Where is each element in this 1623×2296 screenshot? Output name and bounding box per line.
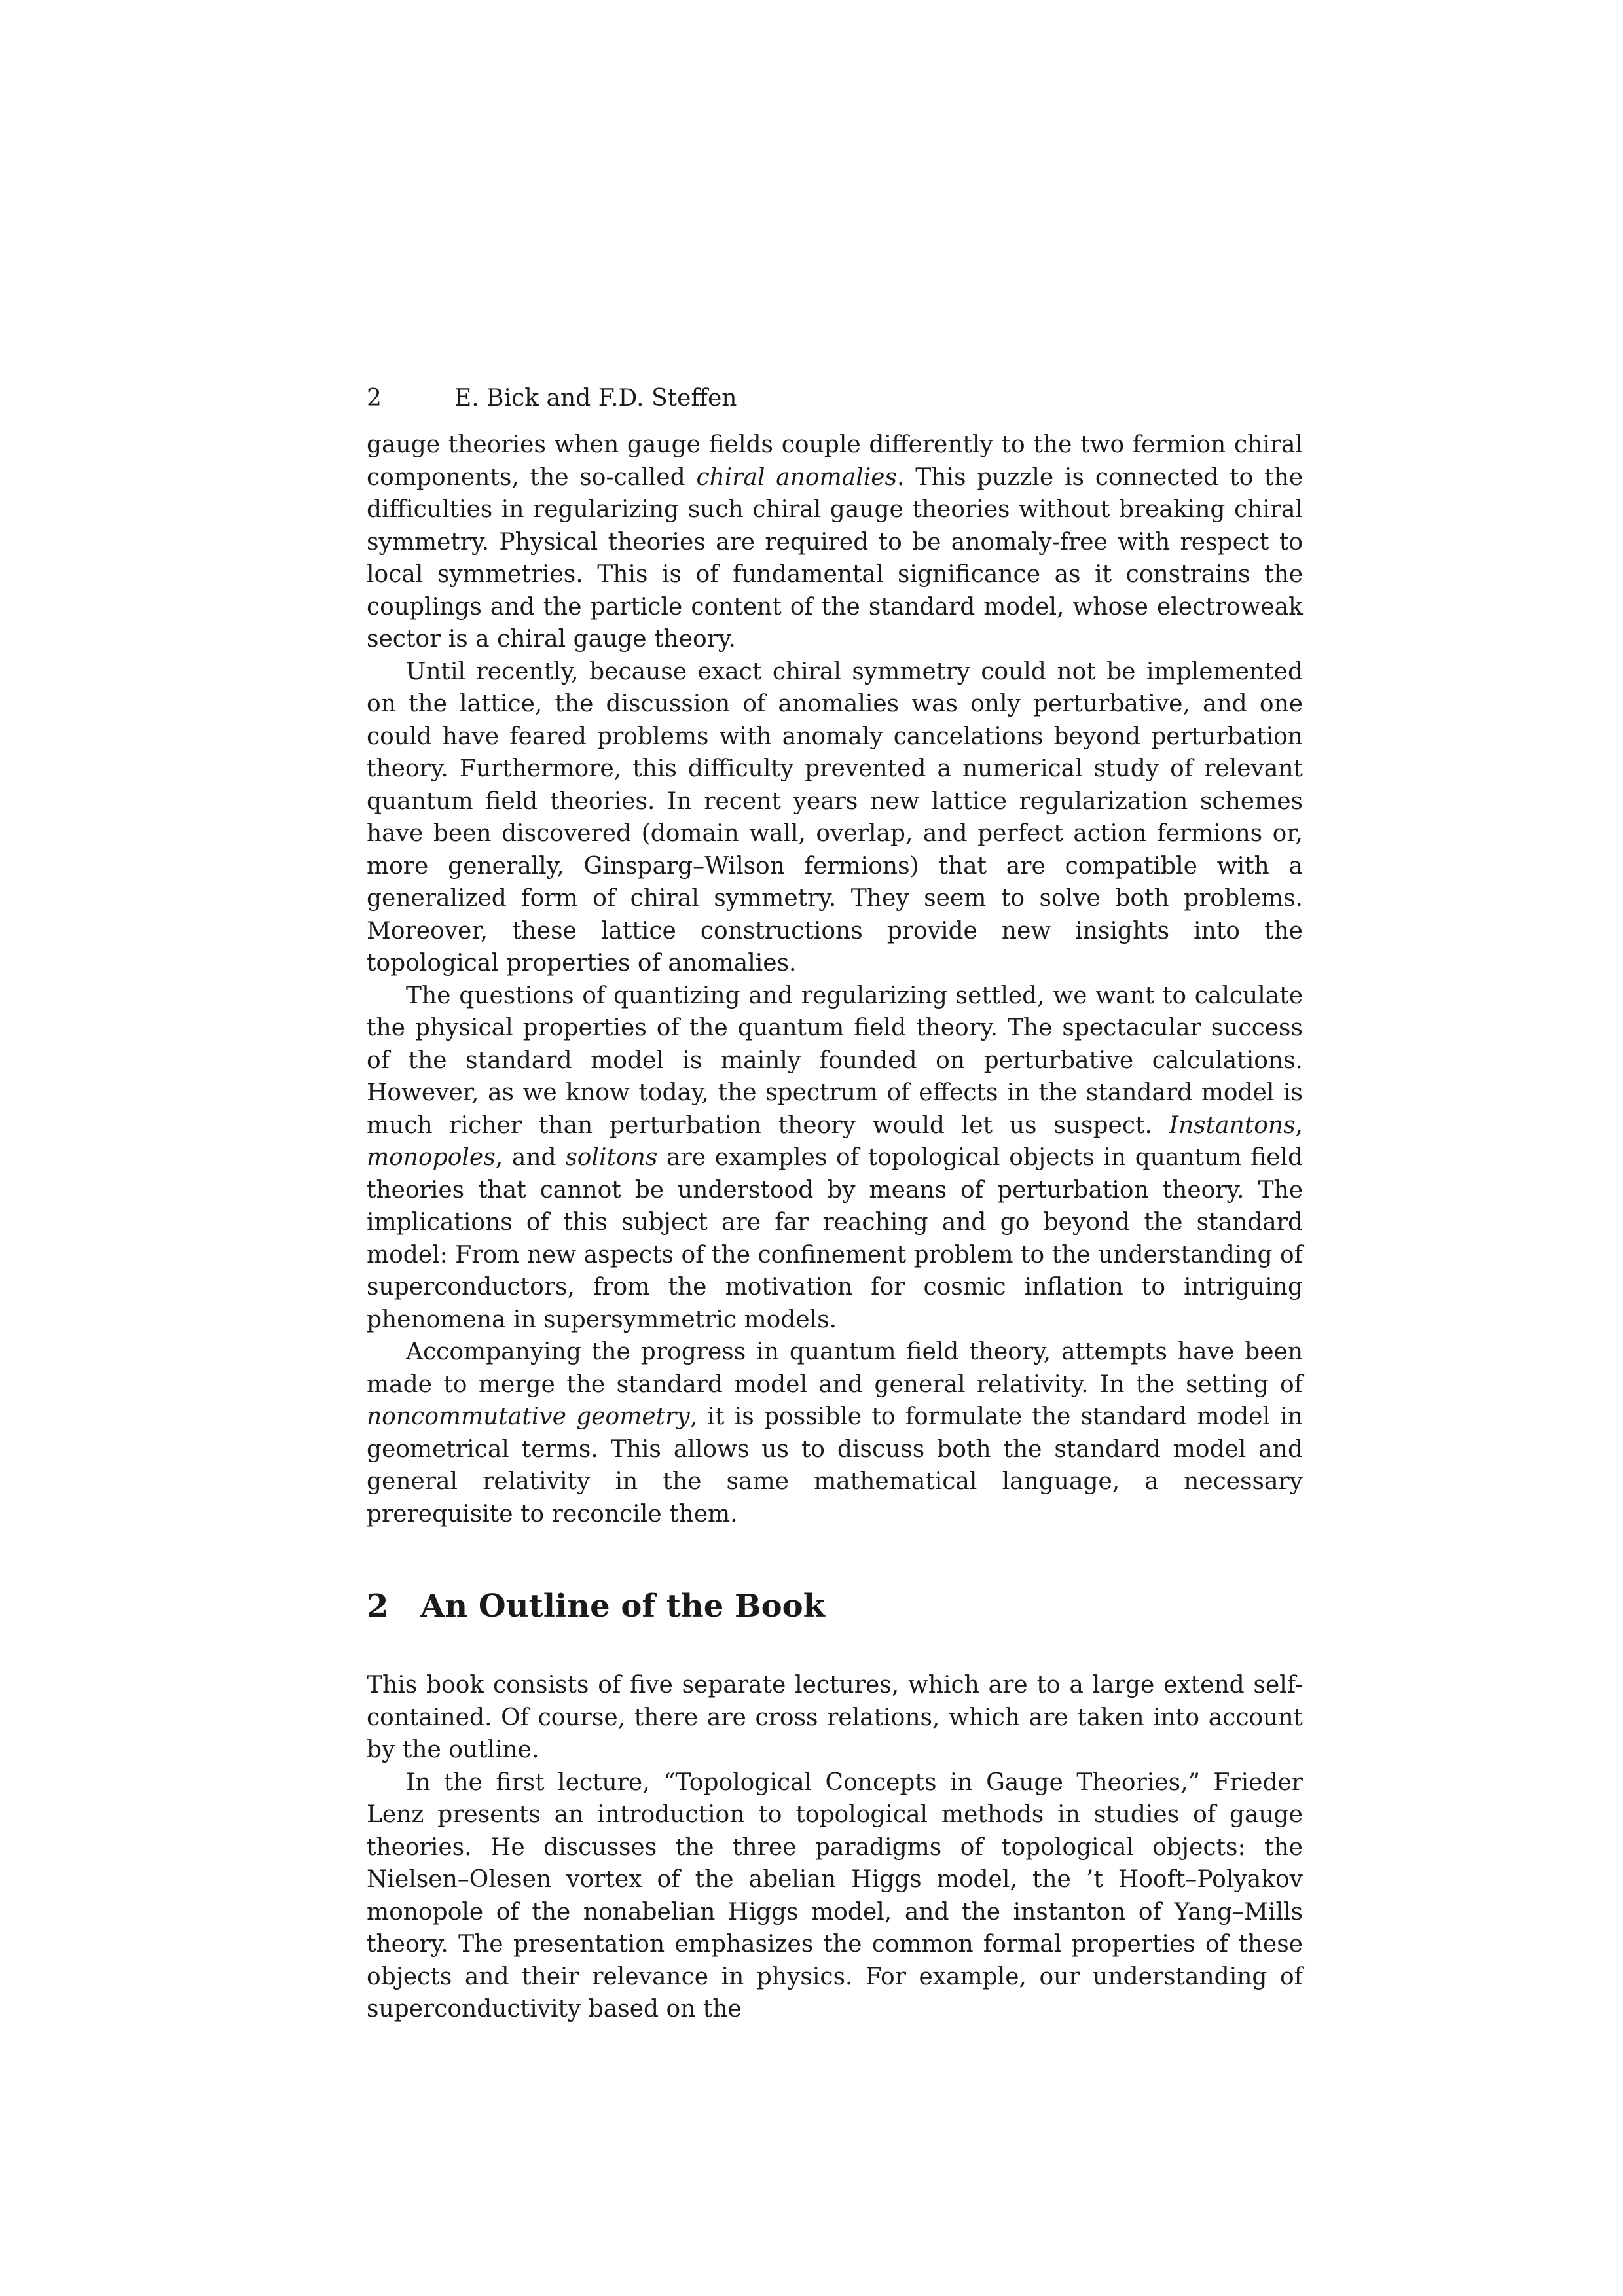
body-text-after-section — [367, 1669, 1303, 2026]
running-head-authors: E. Bick and F.D. Steffen — [454, 385, 737, 412]
text-run: . This puzzle is connected to the difficulties in regularizing such chiral gauge theories without breaking chiral symmetry. Physical theories are required to be anomaly-free with respect to local symmetries. This is of fundamental significance as it constrains the couplings and the particle content of the standard model, whose electroweak sector is a chiral gauge theory. — [367, 463, 1304, 653]
text-run: , — [1295, 1111, 1303, 1139]
page-content — [367, 383, 1303, 2026]
paragraph — [367, 656, 1303, 980]
paragraph — [367, 429, 1303, 656]
text-run: This book consists of five separate lectures, which are to a large extend self-contained. Of course, there are cross relations, which are taken into account by the outline. — [367, 1672, 1303, 1763]
text-run: Accompanying the progress in quantum field theory, attempts have been made to merge the standard model and general relativity. In the setting of — [367, 1338, 1303, 1398]
section-heading — [367, 1587, 1303, 1626]
paragraph — [367, 980, 1303, 1336]
text-run: gauge theories when gauge fields couple differently to the two fermion chiral components, the so-called — [367, 431, 1303, 491]
paragraph — [367, 1767, 1303, 2026]
body-text-before-section — [367, 429, 1303, 1530]
paragraph — [367, 1669, 1303, 1767]
text-run: The questions of quantizing and regularizing settled, we want to calculate the physical properties of the quantum field theory. The spectacular success of the standard model is mainly founded on perturbative calculations. However, as we know today, the spectrum of effects in the standard model is much richer than perturbation theory would let us suspect. — [367, 982, 1303, 1139]
text-run: are examples of topological objects in quantum field theories that cannot be understood by means of perturbation theory. The implications of this subject are far reaching and go beyond the standard model: From new aspects of the confinement problem to the understanding of superconductors, from the motivation for cosmic inflation to intriguing phenomena in supersymmetric models. — [367, 1144, 1304, 1333]
section-number: 2 — [367, 1588, 389, 1624]
paragraph — [367, 1336, 1303, 1530]
text-run: , and — [495, 1144, 566, 1171]
text-run: , it is possible to formulate the standard model in geometrical terms. This allows us to discuss both the standard model and general relativity in the same mathematical language, a necessary prerequisite to reconcile them. — [367, 1403, 1303, 1528]
page-number: 2 — [367, 385, 382, 412]
running-head — [367, 383, 1303, 414]
italic-term: noncommutative geometry — [367, 1403, 690, 1430]
italic-term: chiral anomalies — [696, 463, 898, 491]
italic-term: Instantons — [1169, 1111, 1296, 1139]
text-run: In the first lecture, “Topological Concepts in Gauge Theories,” Frieder Lenz presents an introduction to topological methods in studies of gauge theories. He discusses the three paradigms of topological objects: the Nielsen–Olesen vortex of the abelian Higgs model, the ’t Hooft–Polyakov monopole of the nonabelian Higgs model, and the instanton of Yang–Mills theory. The presentation emphasizes the common formal properties of these objects and their relevance in physics. For example, our understanding of superconductivity based on the — [367, 1768, 1303, 2022]
section-title: An Outline of the Book — [420, 1588, 825, 1624]
text-run: Until recently, because exact chiral symmetry could not be implemented on the lattice, the discussion of anomalies was only perturbative, and one could have feared problems with anomaly cancelations beyond perturbation theory. Furthermore, this difficulty prevented a numerical study of relevant quantum field theories. In recent years new lattice regularization schemes have been discovered (domain wall, overlap, and perfect action fermions or, more generally, Ginsparg–Wilson fermions) that are compatible with a generalized form of chiral symmetry. They seem to solve both problems. Moreover, these lattice constructions provide new insights into the topological properties of anomalies. — [367, 658, 1303, 977]
italic-term: monopoles — [367, 1144, 496, 1171]
italic-term: solitons — [565, 1144, 658, 1171]
